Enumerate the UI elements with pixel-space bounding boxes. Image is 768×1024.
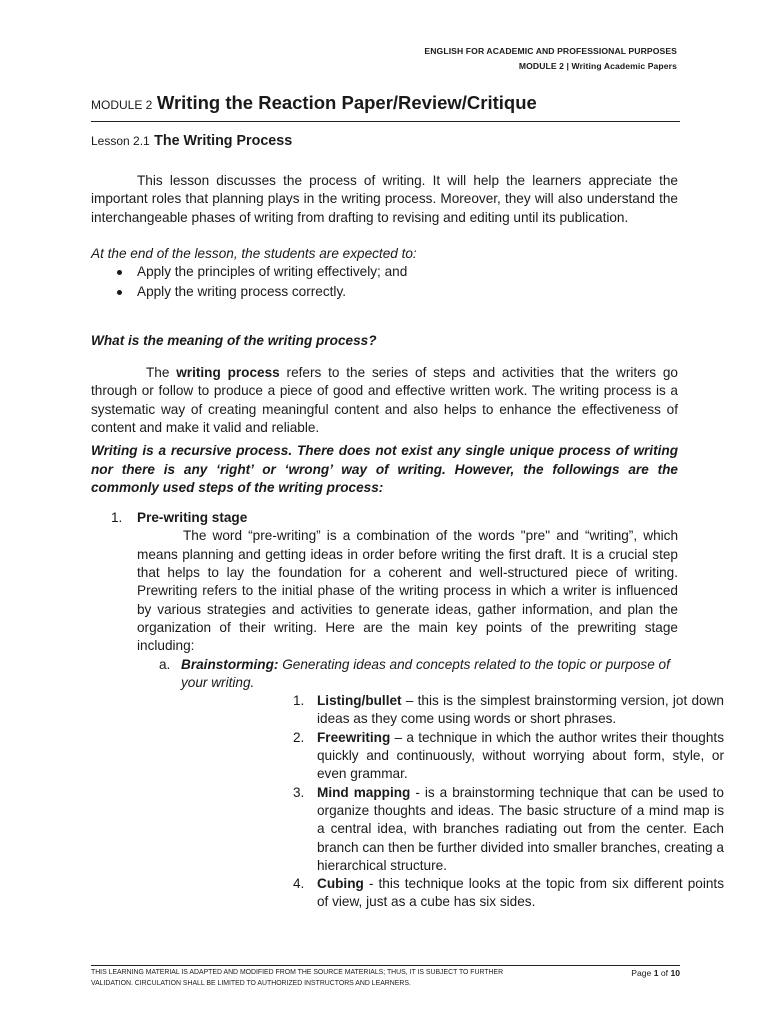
technique-name: Listing/bullet	[317, 693, 402, 709]
course-title: ENGLISH FOR ACADEMIC AND PROFESSIONAL PURPOSES	[424, 46, 677, 56]
page-current: 1	[653, 968, 659, 978]
intro-paragraph: This lesson discusses the process of writing. It will help the learners appreciate the important roles that planning plays in the writing process. Moreover, they will also understand the interchangeable phases of writing from drafting to revising and editing until its publication.	[91, 173, 678, 225]
technique-name: Mind mapping	[317, 784, 411, 800]
technique-number: 2.	[293, 729, 305, 745]
page-of: of	[660, 968, 669, 978]
footer-disclaimer: THIS LEARNING MATERIAL IS ADAPTED AND MODIFIED FROM THE SOURCE MATERIALS; THUS, IT IS SUBJECT TO FURTHER VALIDATION. CIRCULATION SHALL BE LIMITED TO AUTHORIZED INSTRUCTORS AND LEARNERS.	[91, 969, 504, 987]
technique-name: Cubing	[317, 876, 364, 892]
technique-description: – a technique in which the author writes their thoughts quickly and continuously, without worrying about form, style, or even grammar.	[317, 729, 724, 782]
step-number: 1.	[111, 510, 123, 526]
technique-number: 4.	[293, 876, 305, 892]
objectives-lead: At the end of the lesson, the students are expected to:	[91, 245, 417, 261]
objective-item: Apply the principles of writing effectively; and	[91, 263, 678, 281]
sub-text	[181, 656, 678, 693]
technique-description: - is a brainstorming technique that can be used to organize thoughts and ideas. The basic structure of a mind map is a central idea, with branches radiating out from the center. Each branch can then be further divided into smaller branches, creating a hierarchical structure.	[317, 784, 724, 873]
technique-description: – this is the simplest brainstorming version, jot down ideas as they come using words or short phrases.	[317, 693, 724, 727]
step-description: The word “pre-writing” is a combination of the words "pre" and “writing”, which means planning and getting ideas in order before writing the first draft. It is a crucial step that helps to lay the foundation for a coherent and well-structured piece of writing. Prewriting refers to the initial phase of the writing process in which a writer is influenced by various strategies and activities to generate ideas, gather information, and plan the organization of their writing. Here are the main key points of the prewriting stage including:	[137, 528, 678, 654]
lesson-title: The Writing Process	[154, 133, 293, 149]
technique-item	[137, 875, 724, 912]
page-word: Page	[631, 968, 652, 978]
sub-brainstorming	[137, 656, 678, 693]
technique-name: Freewriting	[317, 729, 391, 745]
recursive-note: Writing is a recursive process. There does not exist any single unique process of writing nor there is any ‘right’ or ‘wrong’ way of writing. However, the followings are the commonly used steps of the writing process:	[91, 443, 678, 495]
lesson-label: Lesson 2.1	[91, 134, 150, 148]
objectives-list	[91, 263, 678, 302]
section-question: What is the meaning of the writing process?	[91, 332, 377, 348]
module-reference: MODULE 2 | Writing Academic Papers	[518, 61, 677, 71]
technique-item	[137, 692, 724, 729]
technique-list	[137, 692, 724, 912]
definition-post: refers to the series of steps and activities that the writers go through or follow to produce a piece of good and effective written work. The writing process is a systematic way of creating meaningful content and also helps to enhance the effectiveness of content and make it valid and reliable.	[91, 365, 678, 435]
technique-number: 3.	[293, 784, 305, 800]
module-heading	[91, 92, 680, 122]
definition-pre: The	[146, 365, 177, 381]
page-number	[631, 968, 680, 978]
page-total: 10	[670, 968, 680, 978]
technique-description: - this technique looks at the topic from six different points of view, just as a cube has six sides.	[317, 876, 724, 910]
step-pre-writing	[91, 509, 724, 912]
objective-item: Apply the writing process correctly.	[91, 283, 678, 301]
definition-term: writing process	[176, 365, 280, 381]
sub-letter: a.	[159, 656, 171, 672]
module-label: MODULE 2	[91, 98, 153, 112]
technique-number: 1.	[293, 693, 305, 709]
lesson-heading	[91, 132, 292, 150]
page-footer	[91, 965, 680, 989]
technique-item	[137, 784, 724, 875]
technique-item	[137, 729, 724, 784]
document-body	[91, 172, 724, 912]
sub-heading: Brainstorming:	[181, 656, 279, 672]
sub-description: Generating ideas and concepts related to the topic or purpose of your writing.	[181, 656, 670, 690]
step-title: Pre-writing stage	[137, 510, 248, 526]
definition-paragraph	[91, 364, 678, 437]
running-header	[424, 44, 677, 74]
module-title: Writing the Reaction Paper/Review/Critique	[156, 92, 537, 113]
